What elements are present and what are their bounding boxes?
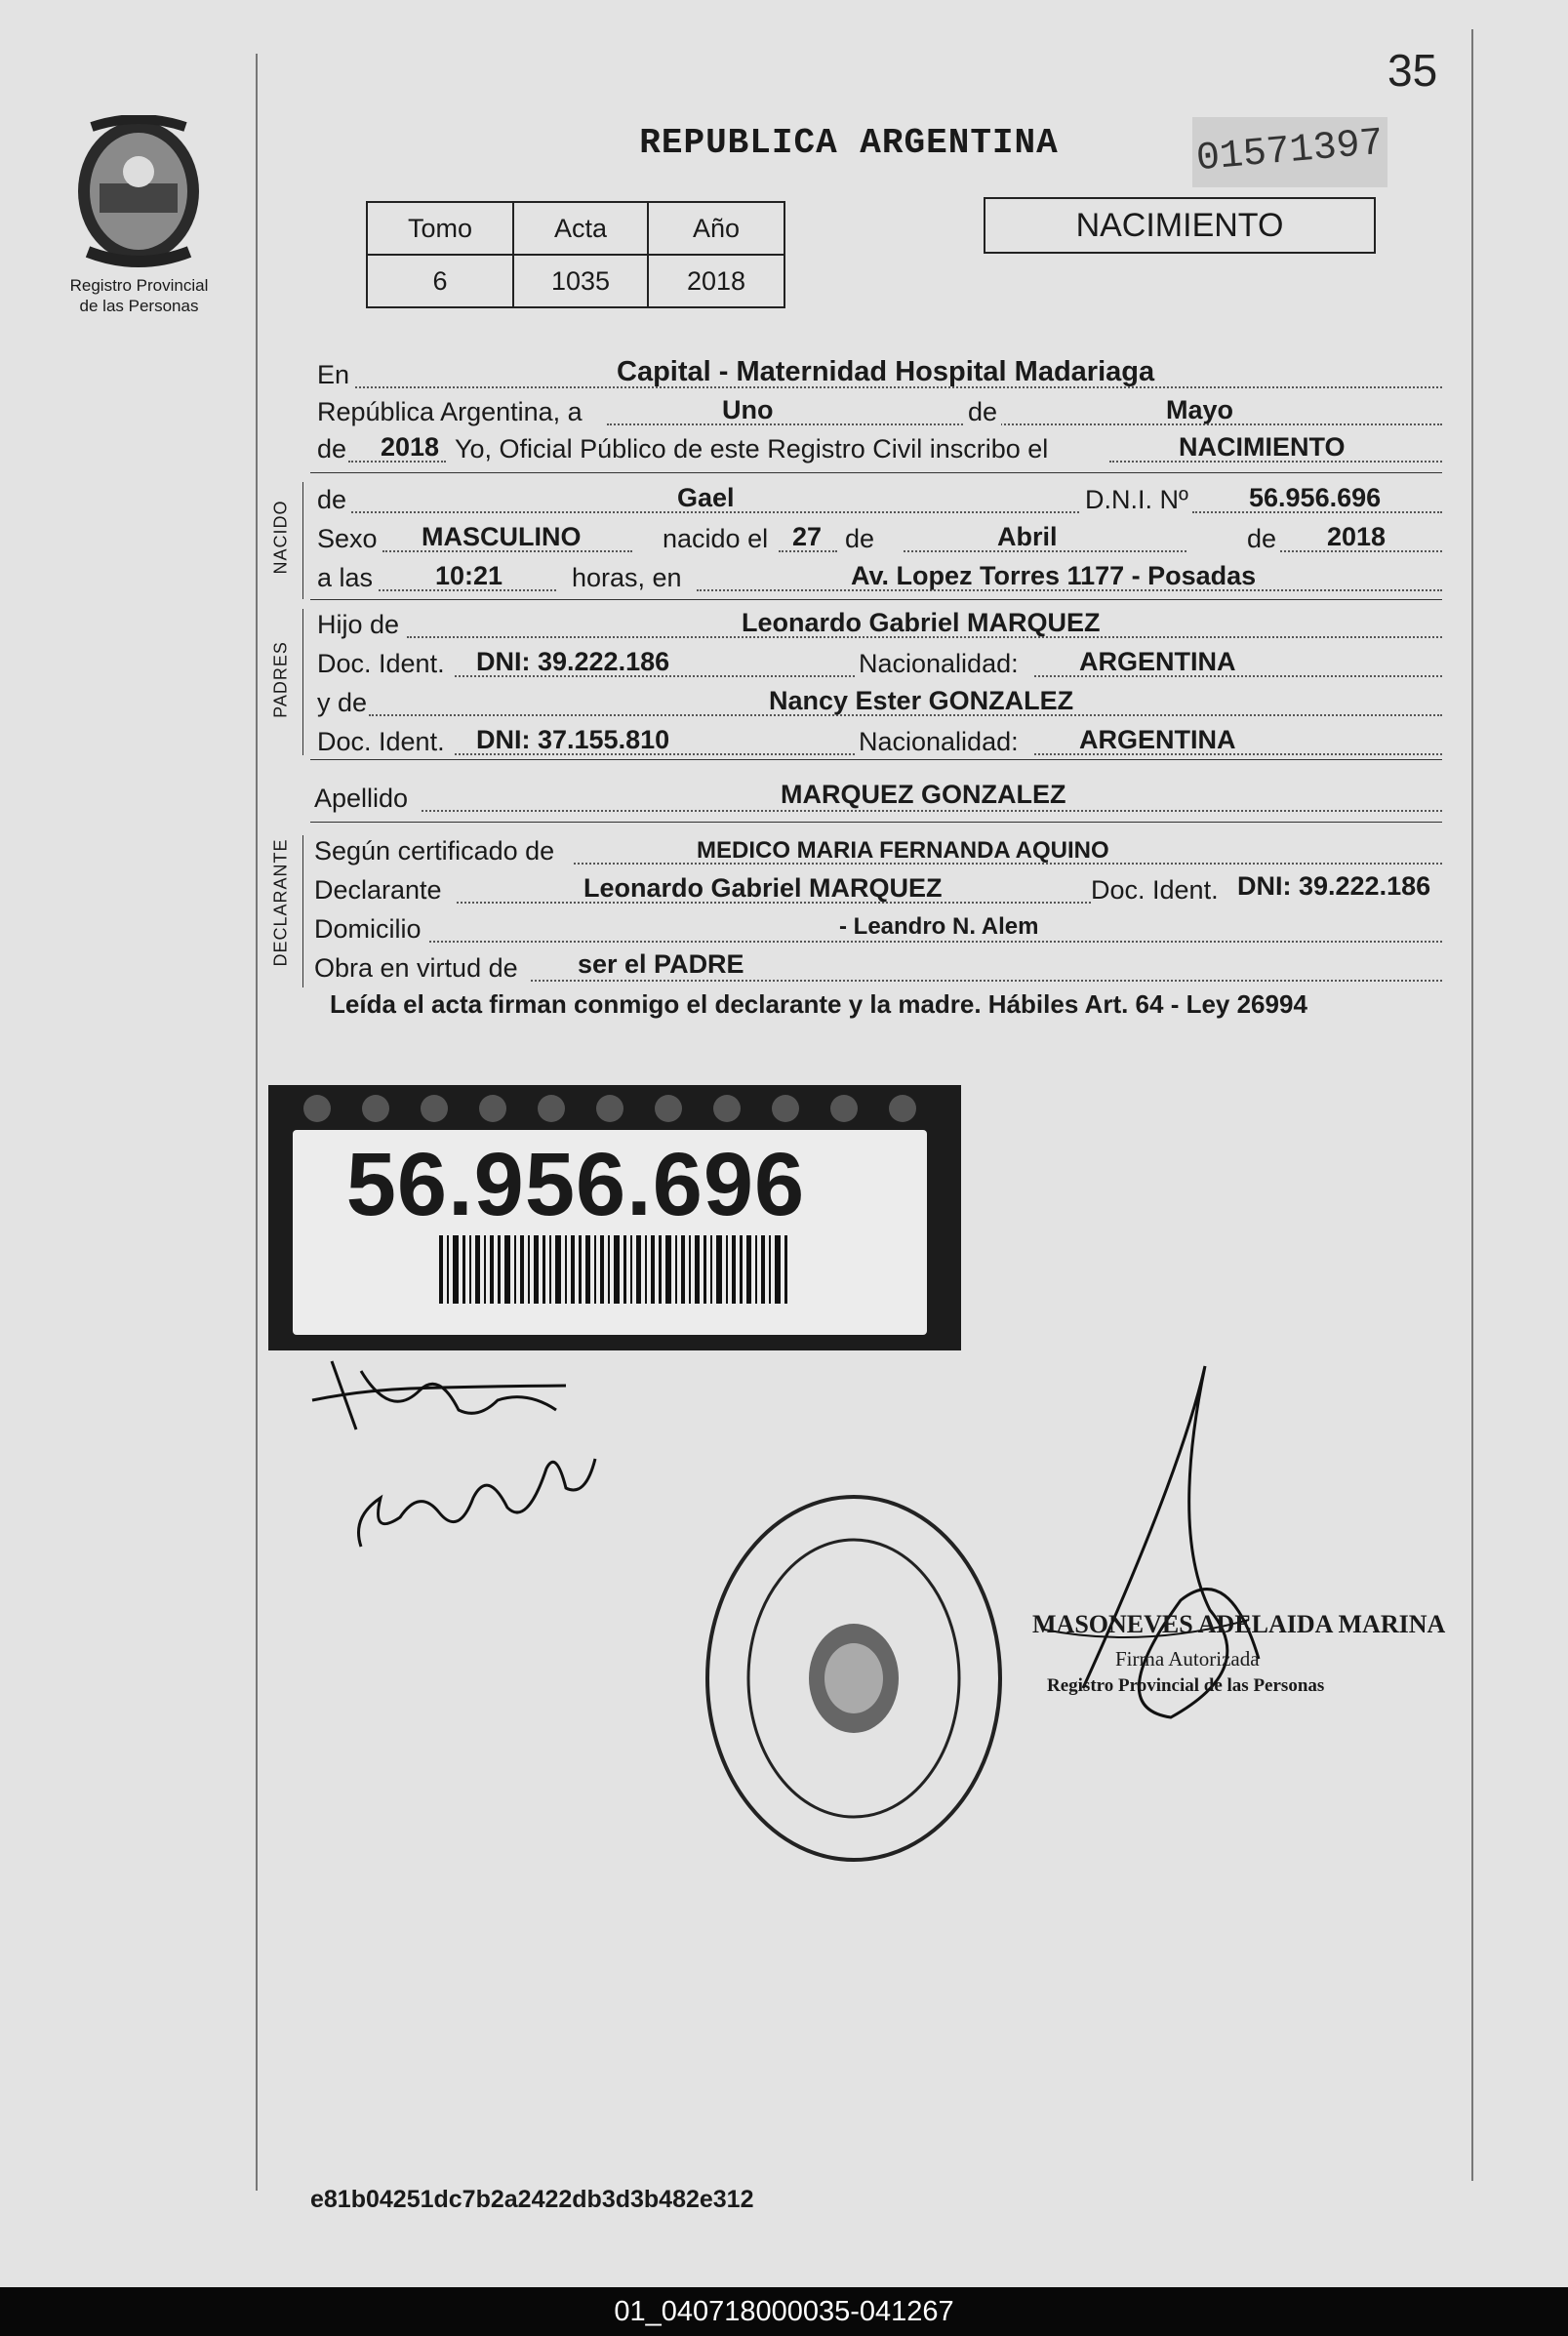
right-margin-line <box>1471 29 1473 2181</box>
tomo-header: Tomo <box>367 202 513 255</box>
act-value: NACIMIENTO <box>1179 432 1346 462</box>
section-declarante-label: DECLARANTE <box>270 838 291 967</box>
father-nationality-value: ARGENTINA <box>1079 647 1236 676</box>
surname-value: MARQUEZ GONZALEZ <box>781 780 1066 809</box>
label-de2: de <box>317 434 347 463</box>
serial-stamp <box>1192 117 1387 187</box>
row-mother-name <box>314 685 1442 722</box>
year-value: 2018 <box>381 432 440 462</box>
separator <box>310 599 1442 600</box>
row-year-act <box>314 431 1442 468</box>
row-place <box>314 357 1442 394</box>
anio-header: Año <box>648 202 784 255</box>
father-name-value: Leonardo Gabriel MARQUEZ <box>742 608 1101 637</box>
acta-header: Acta <box>513 202 648 255</box>
label-dni: D.N.I. Nº <box>1081 485 1192 515</box>
address-value: - Leandro N. Alem <box>839 913 1039 940</box>
label-de: de <box>317 485 347 514</box>
footer-bar: 01_040718000035-041267 <box>0 2287 1568 2336</box>
document-title: REPUBLICA ARGENTINA <box>639 123 1059 163</box>
separator <box>310 759 1442 760</box>
mother-doc-value: DNI: 37.155.810 <box>476 725 670 754</box>
label-horas-en: horas, en <box>572 563 682 592</box>
birth-day-value: 27 <box>792 522 823 551</box>
row-mother-doc <box>314 724 1442 761</box>
birth-place-value: Av. Lopez Torres 1177 - Posadas <box>851 561 1257 590</box>
label-nacido-el: nacido el <box>663 524 769 553</box>
row-child-name <box>314 482 1442 519</box>
label-a-las: a las <box>317 563 374 592</box>
day-value: Uno <box>722 395 774 424</box>
label-de-month: de <box>845 524 875 553</box>
mother-nationality-value: ARGENTINA <box>1079 725 1236 754</box>
left-margin-line <box>256 54 258 2191</box>
row-father-doc <box>314 646 1442 683</box>
tomo-value: 6 <box>367 255 513 307</box>
dotted-line <box>531 980 1442 982</box>
label-nacionalidad: Nacionalidad: <box>859 649 1019 678</box>
label-y-de: y de <box>317 688 368 717</box>
official-title: Firma Autorizada <box>1115 1647 1260 1671</box>
row-address <box>314 911 1442 948</box>
sex-value: MASCULINO <box>422 522 582 551</box>
row-surname <box>314 781 1442 818</box>
label-doc-ident: Doc. Ident. <box>317 727 445 756</box>
label-domicilio: Domicilio <box>314 914 422 944</box>
document-type-box: NACIMIENTO <box>984 197 1376 254</box>
label-sexo: Sexo <box>317 524 378 553</box>
label-segun-certificado: Según certificado de <box>314 836 555 866</box>
section-padres-label: PADRES <box>270 641 291 718</box>
registry-label-line1: Registro Provincial <box>69 276 209 295</box>
birth-time-value: 10:21 <box>435 561 503 590</box>
section-nacido-label: NACIDO <box>270 500 291 575</box>
registry-label <box>49 275 229 316</box>
child-dni-value: 56.956.696 <box>1249 483 1382 512</box>
label-apellido: Apellido <box>314 784 409 813</box>
father-doc-value: DNI: 39.222.186 <box>476 647 670 676</box>
section-divider <box>302 609 303 755</box>
barcode-icon <box>439 1235 829 1304</box>
row-date <box>314 394 1442 431</box>
label-hijo-de: Hijo de <box>317 610 400 639</box>
declarant-name-value: Leonardo Gabriel MARQUEZ <box>583 873 943 903</box>
misiones-coat-of-arms-icon <box>70 115 207 271</box>
certificate-value: MEDICO MARIA FERNANDA AQUINO <box>697 837 1109 864</box>
capacity-value: ser el PADRE <box>578 949 744 979</box>
place-value: Capital - Maternidad Hospital Madariaga <box>617 356 1155 387</box>
month-value: Mayo <box>1166 395 1234 424</box>
label-doc-ident: Doc. Ident. <box>1091 875 1219 905</box>
label-doc-ident: Doc. Ident. <box>317 649 445 678</box>
row-time-place <box>314 560 1442 597</box>
label-nacionalidad: Nacionalidad: <box>859 727 1019 756</box>
birth-year-value: 2018 <box>1327 522 1387 551</box>
official-seal <box>704 1493 1003 1864</box>
section-divider <box>302 835 303 987</box>
registry-label-line2: de las Personas <box>79 297 199 315</box>
birth-month-value: Abril <box>997 522 1058 551</box>
official-registry: Registro Provincial de las Personas <box>1047 1675 1325 1696</box>
dotted-line <box>422 810 1442 812</box>
separator <box>310 822 1442 823</box>
row-father-name <box>314 607 1442 644</box>
anio-value: 2018 <box>648 255 784 307</box>
serial-number: 01571397 <box>1194 121 1386 182</box>
declarant-doc-value: DNI: 39.222.186 <box>1237 871 1431 901</box>
child-name-value: Gael <box>677 483 735 512</box>
dni-sticker-number: 56.956.696 <box>345 1135 806 1234</box>
separator <box>310 472 1442 473</box>
label-de-year: de <box>1247 524 1277 553</box>
document-hash: e81b04251dc7b2a2422db3d3b482e312 <box>310 2186 754 2213</box>
official-name: MASONEVES ADELAIDA MARINA <box>1032 1610 1446 1638</box>
acta-value: 1035 <box>513 255 648 307</box>
label-obra-en-virtud: Obra en virtud de <box>314 953 518 983</box>
mother-name-value: Nancy Ester GONZALEZ <box>769 686 1074 715</box>
dotted-line <box>429 941 1442 943</box>
row-sex-birthdate <box>314 521 1442 558</box>
label-officer: Yo, Oficial Público de este Registro Civil inscribo el <box>455 434 1049 463</box>
label-de: de <box>964 397 1001 427</box>
row-capacity <box>314 950 1442 987</box>
label-declarante: Declarante <box>314 875 442 905</box>
label-republic: República Argentina, a <box>317 397 583 426</box>
declarant-signatures <box>302 1351 634 1576</box>
section-divider <box>302 482 303 599</box>
row-declarant <box>314 872 1442 909</box>
page-number: 35 <box>1387 45 1438 96</box>
closing-statement: Leída el acta firman conmigo el declarante y la madre. Hábiles Art. 64 - Ley 26994 <box>330 989 1307 1019</box>
row-certificate <box>314 833 1442 870</box>
registration-table <box>366 201 785 308</box>
label-en: En <box>317 360 350 389</box>
